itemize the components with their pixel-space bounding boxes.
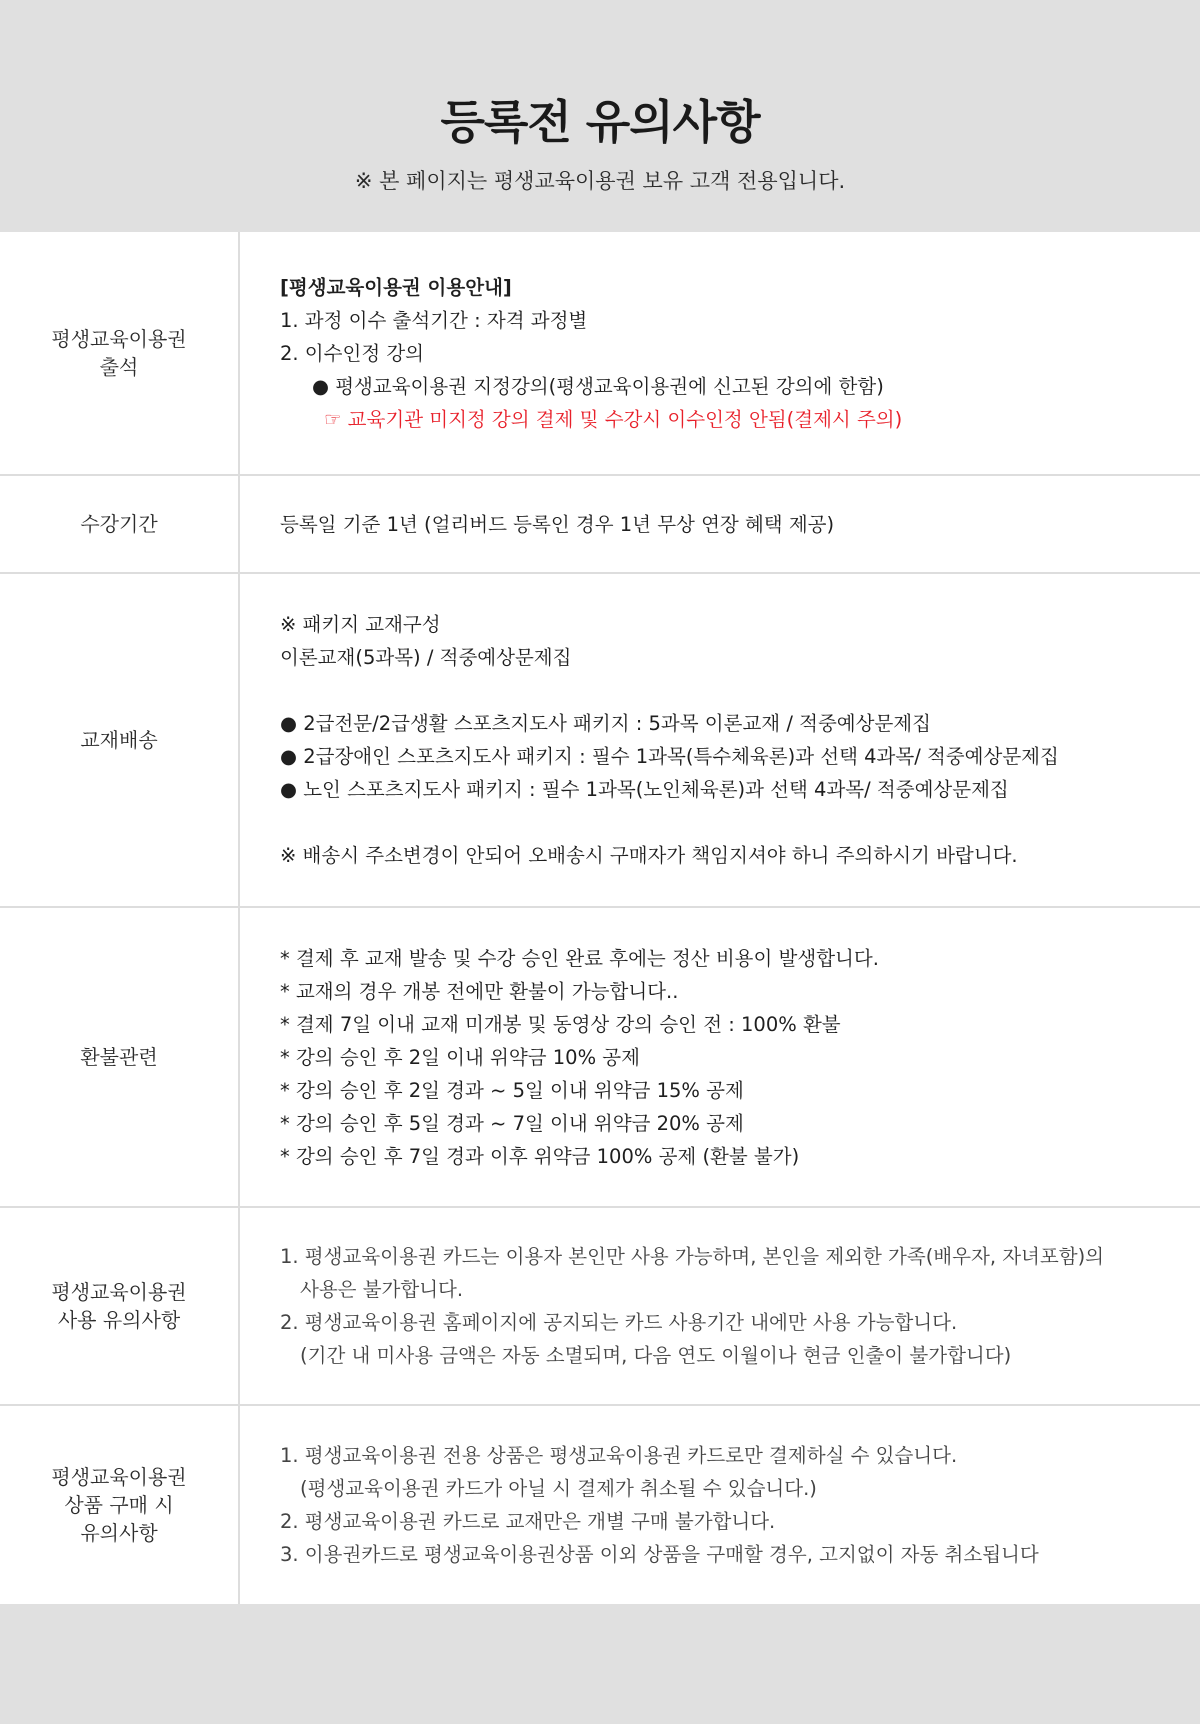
section-period [0, 476, 1200, 574]
section-textbook-delivery [0, 574, 1200, 908]
section-refund [0, 908, 1200, 1208]
page-subtitle: ※ 본 페이지는 평생교육이용권 보유 고객 전용입니다. [354, 169, 846, 193]
refund-line: * 강의 승인 후 2일 이내 위약금 10% 공제 [280, 1045, 640, 1069]
info-line: 3. 이용권카드로 평생교육이용권상품 이외 상품을 구매할 경우, 고지없이 자동 취소됩니다 [280, 1543, 1039, 1566]
info-line: ※ 배송시 주소변경이 안되어 오배송시 구매자가 책임지셔야 하니 주의하시기 바랍니다. [280, 844, 1018, 867]
bullet-line: ● 2급장애인 스포츠지도사 패키지 : 필수 1과목(특수체육론)과 선택 4과목/ 적중예상문제집 [280, 745, 1059, 768]
info-line: ※ 패키지 교재구성 [280, 613, 441, 636]
info-heading: [평생교육이용권 이용안내] [280, 275, 512, 299]
info-line: 2. 평생교육이용권 홈페이지에 공지되는 카드 사용기간 내에만 사용 가능합니다. [280, 1311, 958, 1334]
section-label: 평생교육이용권 사용 유의사항 [0, 1208, 240, 1404]
info-line: (기간 내 미사용 금액은 자동 소멸되며, 다음 연도 이월이나 현금 인출이 불가합니다) [300, 1344, 1012, 1367]
section-label: 평생교육이용권 출석 [0, 232, 240, 474]
info-line: 사용은 불가합니다. [300, 1278, 464, 1301]
info-line: (평생교육이용권 카드가 아닐 시 결제가 취소될 수 있습니다.) [300, 1477, 817, 1500]
info-line: 이론교재(5과목) / 적중예상문제집 [280, 646, 572, 669]
info-line: 1. 과정 이수 출석기간 : 자격 과정별 [280, 308, 588, 332]
spacer-line [280, 674, 1200, 707]
refund-line: * 교재의 경우 개봉 전에만 환불이 가능합니다.. [280, 979, 679, 1003]
info-line: 1. 평생교육이용권 카드는 이용자 본인만 사용 가능하며, 본인을 제외한 가족(배우자, 자녀포함)의 [280, 1245, 1105, 1268]
section-label: 평생교육이용권 상품 구매 시 유의사항 [0, 1406, 240, 1604]
info-line: 1. 평생교육이용권 전용 상품은 평생교육이용권 카드로만 결제하실 수 있습니다. [280, 1444, 958, 1467]
refund-line: * 결제 후 교재 발송 및 수강 승인 완료 후에는 정산 비용이 발생합니다. [280, 946, 879, 970]
section-content [240, 232, 1200, 474]
notice-table [0, 232, 1200, 1604]
section-usage-notes [0, 1208, 1200, 1406]
refund-line: * 강의 승인 후 7일 경과 이후 위약금 100% 공제 (환불 불가) [280, 1144, 800, 1168]
info-line: 2. 이수인정 강의 [280, 341, 425, 365]
section-content [240, 1406, 1200, 1604]
section-label: 환불관련 [0, 908, 240, 1206]
info-line: 등록일 기준 1년 (얼리버드 등록인 경우 1년 무상 연장 혜택 제공) [280, 512, 835, 536]
spacer-line [280, 806, 1200, 839]
info-line: 2. 평생교육이용권 카드로 교재만은 개별 구매 불가합니다. [280, 1510, 776, 1533]
refund-line: * 결제 7일 이내 교재 미개봉 및 동영상 강의 승인 전 : 100% 환불 [280, 1012, 841, 1036]
section-attendance [0, 232, 1200, 476]
section-content [240, 908, 1200, 1206]
page-title: 등록전 유의사항 [440, 95, 760, 149]
warning-line: ☞ 교육기관 미지정 강의 결제 및 수강시 이수인정 안됨(결제시 주의) [324, 407, 903, 431]
bullet-line: ● 노인 스포츠지도사 패키지 : 필수 1과목(노인체육론)과 선택 4과목/ 적중예상문제집 [280, 778, 1009, 801]
refund-line: * 강의 승인 후 2일 경과 ~ 5일 이내 위약금 15% 공제 [280, 1078, 744, 1102]
section-purchase-notes [0, 1406, 1200, 1604]
section-content [240, 574, 1200, 906]
page-header [0, 0, 1200, 232]
section-content [240, 476, 1200, 572]
section-label: 수강기간 [0, 476, 240, 572]
refund-line: * 강의 승인 후 5일 경과 ~ 7일 이내 위약금 20% 공제 [280, 1111, 744, 1135]
bullet-line: ● 2급전문/2급생활 스포츠지도사 패키지 : 5과목 이론교재 / 적중예상문제집 [280, 712, 931, 735]
section-content [240, 1208, 1200, 1404]
section-label: 교재배송 [0, 574, 240, 906]
bullet-line: ● 평생교육이용권 지정강의(평생교육이용권에 신고된 강의에 한함) [312, 374, 884, 398]
